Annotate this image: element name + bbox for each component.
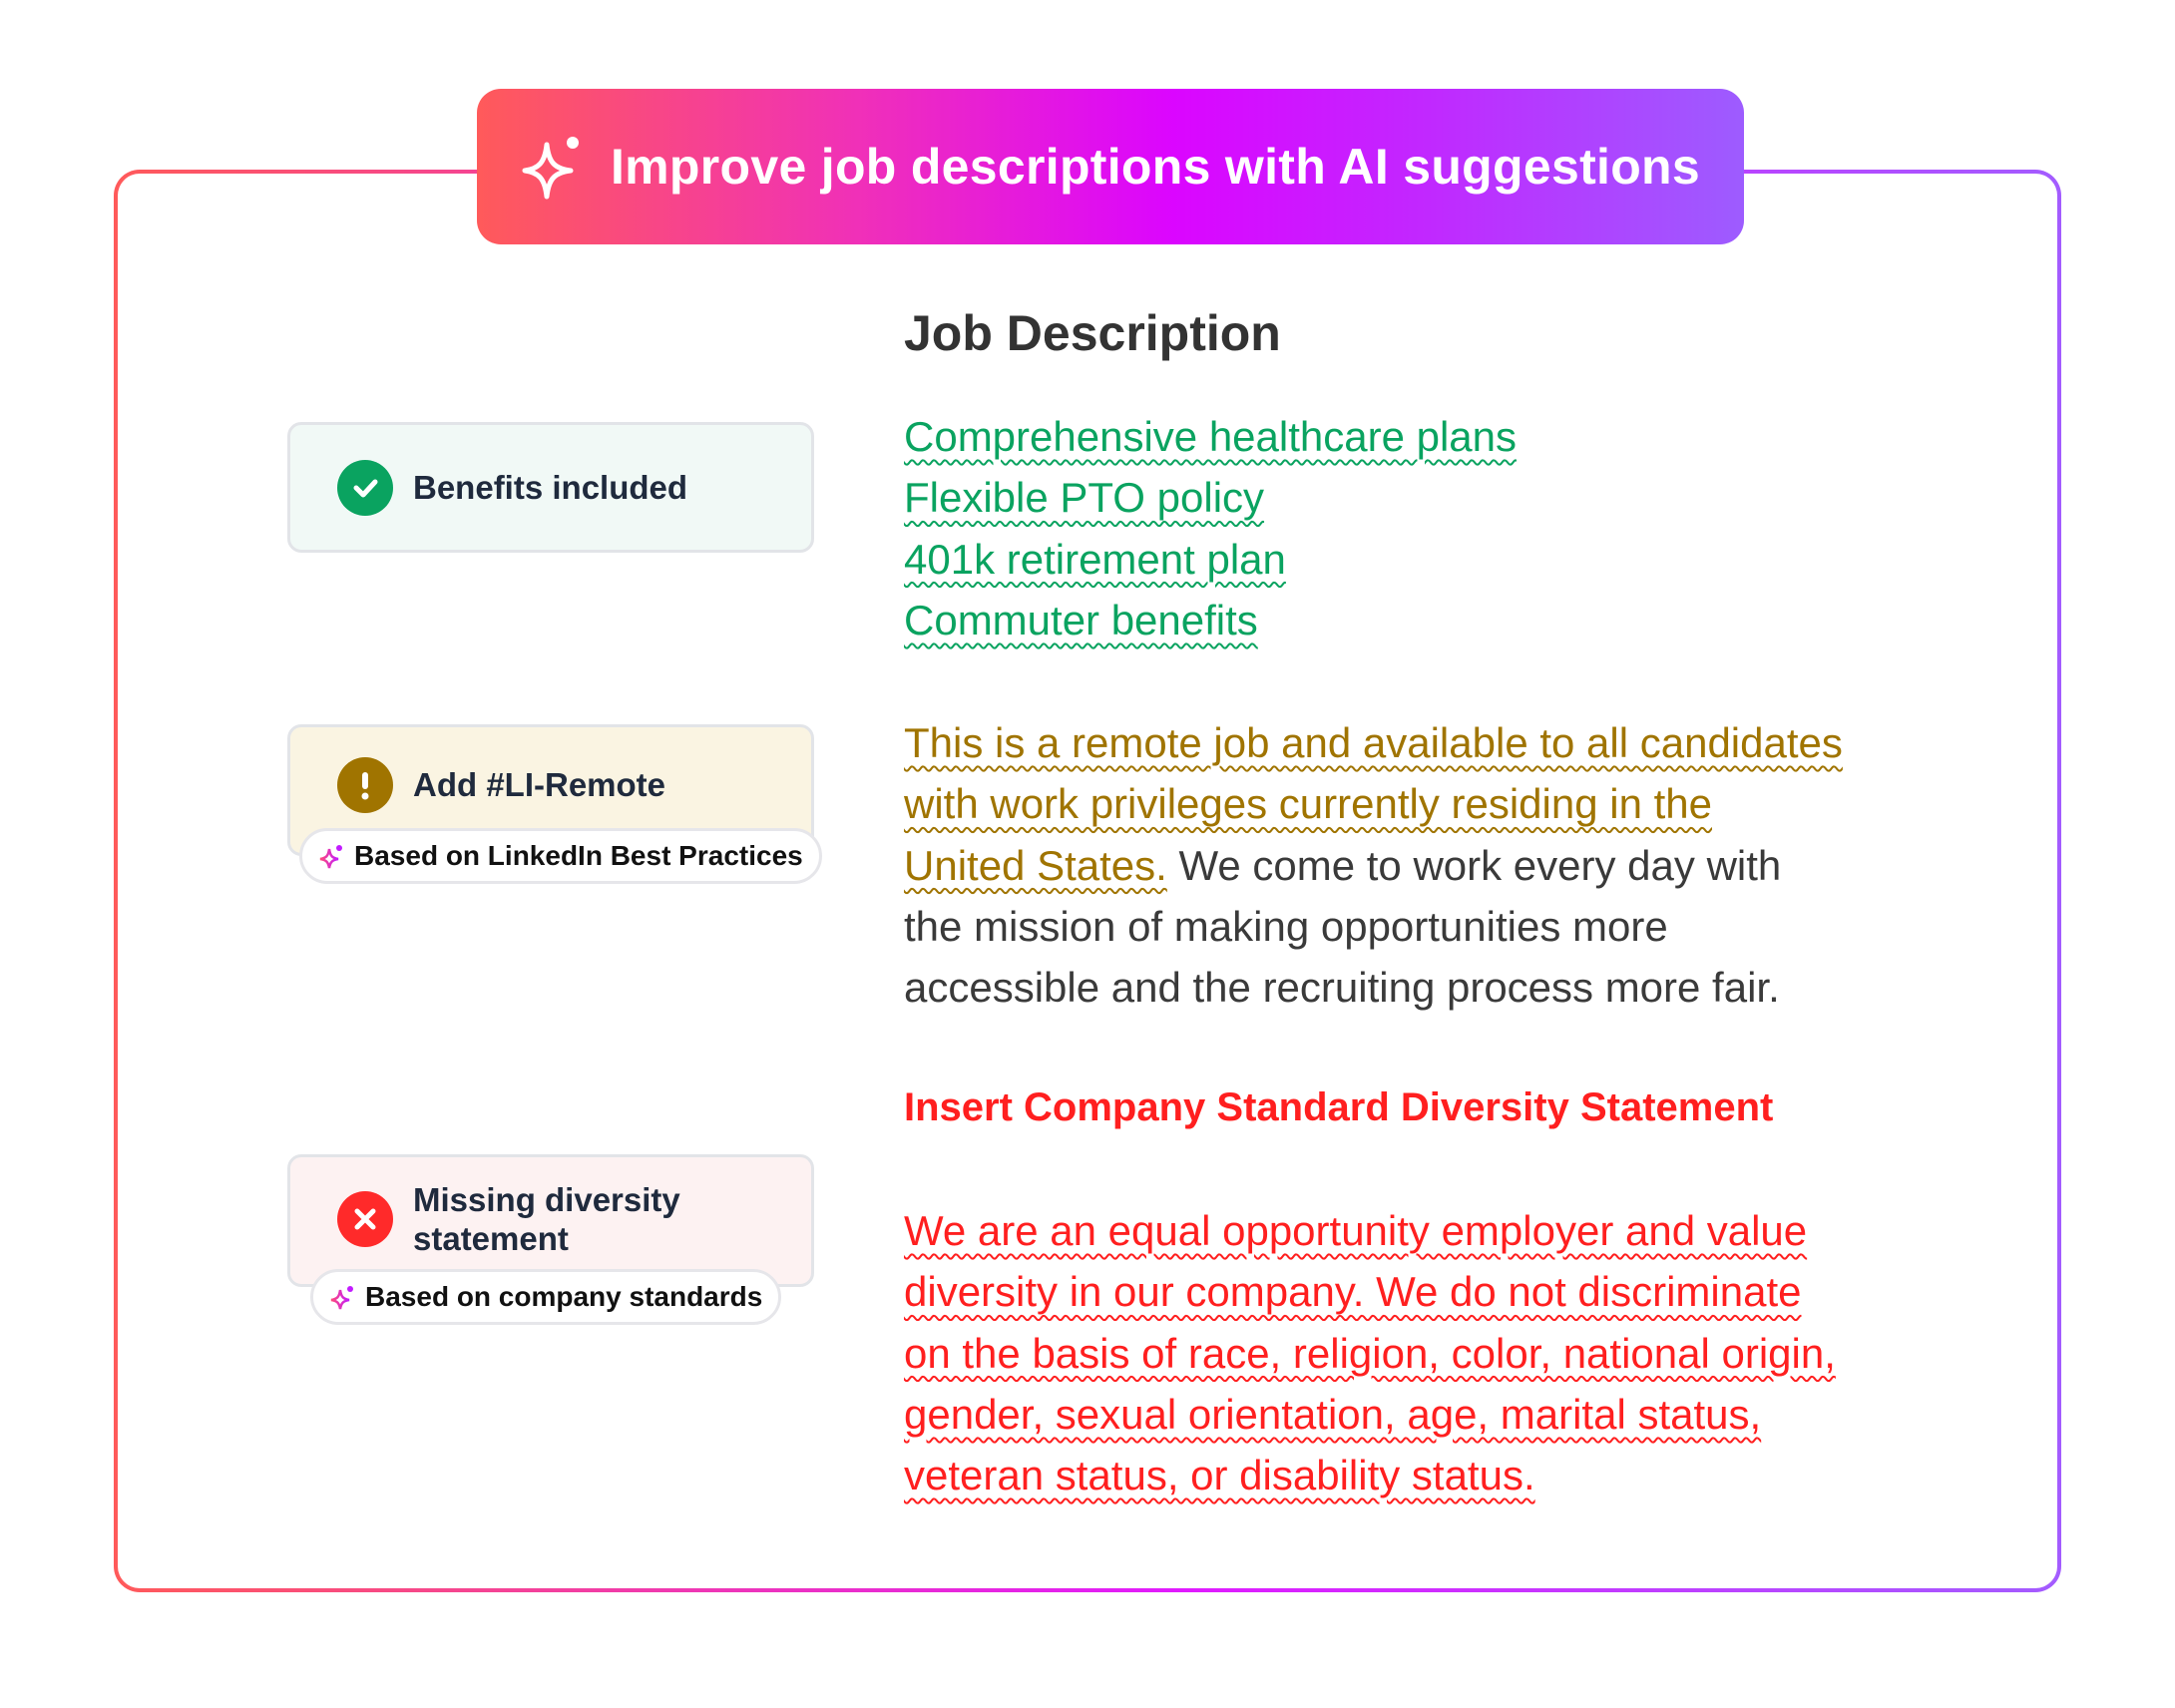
header-title: Improve job descriptions with AI suggestions	[610, 139, 1701, 195]
check-circle-icon	[337, 460, 393, 516]
sparkle-icon	[521, 133, 585, 201]
diversity-line[interactable]: on the basis of race, religion, color, national origin,	[904, 1329, 1836, 1377]
paragraph-text: accessible and the recruiting process more fair.	[904, 964, 1780, 1012]
benefit-item[interactable]: Commuter benefits	[904, 596, 1258, 643]
job-description-title: Job Description	[904, 305, 1281, 361]
source-chip-linkedin	[299, 828, 822, 884]
remote-paragraph	[904, 712, 1843, 1018]
benefit-item[interactable]: Comprehensive healthcare plans	[904, 413, 1518, 460]
benefit-item[interactable]: Flexible PTO policy	[904, 474, 1265, 522]
paragraph-text: the mission of making opportunities more	[904, 902, 1668, 950]
benefit-item[interactable]: 401k retirement plan	[904, 535, 1286, 583]
remote-highlight[interactable]: This is a remote job and available to all candidates	[904, 719, 1843, 766]
diversity-line[interactable]: We are an equal opportunity employer and value	[904, 1207, 1808, 1254]
diversity-heading: Insert Company Standard Diversity Statement	[904, 1085, 1774, 1129]
source-chip-company	[310, 1269, 781, 1325]
diversity-line[interactable]: veteran status, or disability status.	[904, 1452, 1535, 1499]
remote-highlight[interactable]: with work privileges currently residing in the	[904, 780, 1712, 828]
header-banner	[477, 89, 1744, 244]
paragraph-text: We come to work every day with	[1166, 841, 1782, 889]
remote-highlight[interactable]: United States.	[904, 841, 1167, 889]
warning-circle-icon	[337, 757, 393, 813]
suggestion-label: Missing diversity statement	[413, 1180, 680, 1257]
suggestion-card-benefits[interactable]	[287, 422, 814, 553]
suggestion-label: Add #LI-Remote	[413, 766, 666, 803]
suggestion-card-diversity[interactable]	[287, 1154, 814, 1287]
sparkle-icon	[318, 843, 344, 869]
benefits-list	[904, 406, 1517, 650]
source-chip-label: Based on LinkedIn Best Practices	[354, 840, 803, 871]
source-chip-label: Based on company standards	[365, 1281, 763, 1312]
diversity-line[interactable]: diversity in our company. We do not discriminate	[904, 1268, 1802, 1316]
error-circle-icon	[337, 1191, 393, 1247]
diversity-line[interactable]: gender, sexual orientation, age, marital status,	[904, 1390, 1762, 1438]
diversity-statement	[904, 1200, 1836, 1505]
suggestion-label: Benefits included	[413, 468, 688, 506]
sparkle-icon	[329, 1284, 355, 1310]
